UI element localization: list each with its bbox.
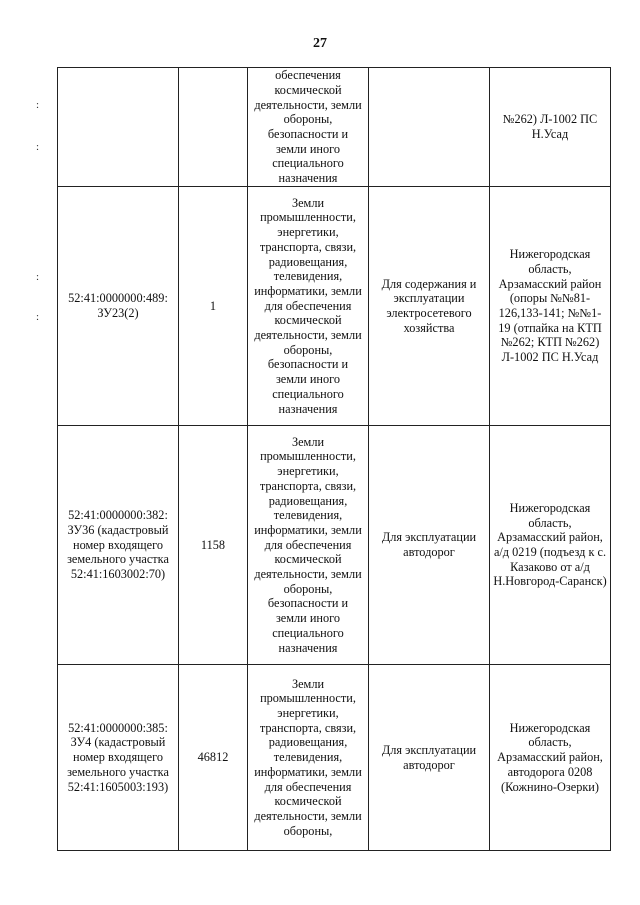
area-cell: [179, 68, 248, 187]
land-category-cell: Земли промышленности, энергетики, транспорта, связи, радиовещания, телевидения, информатики, земли для обеспечения космической деятельности, земли обороны,: [248, 665, 369, 851]
land-category-cell: обеспечения космической деятельности, земли обороны, безопасности и земли иного специального назначения: [248, 68, 369, 187]
land-category-cell: Земли промышленности, энергетики, транспорта, связи, радиовещания, телевидения, информатики, земли для обеспечения космической деятельности, земли обороны, безопасности и земли иного специального назначения: [248, 426, 369, 665]
margin-mark: :: [36, 311, 40, 323]
cadastral-number-cell: 52:41:0000000:489: ЗУ23(2): [58, 187, 179, 426]
location-cell: №262) Л-1002 ПС Н.Усад: [490, 68, 611, 187]
area-cell: 1158: [179, 426, 248, 665]
table-row: [58, 187, 611, 426]
permitted-use-cell: Для эксплуатации автодорог: [369, 426, 490, 665]
cadastral-number-cell: [58, 68, 179, 187]
permitted-use-cell: Для содержания и эксплуатации электросетевого хозяйства: [369, 187, 490, 426]
land-category-cell: Земли промышленности, энергетики, транспорта, связи, радиовещания, телевидения, информатики, земли для обеспечения космической деятельности, земли обороны, безопасности и земли иного специального назначения: [248, 187, 369, 426]
table-row: [58, 665, 611, 851]
land-plots-table: [57, 67, 611, 851]
page-number: 27: [313, 36, 327, 51]
table-row: [58, 68, 611, 187]
location-cell: Нижегородская область, Арзамасский район (опоры №№81-126,133-141; №№1-19 (отпайка на КТП №262; КТП №262) Л-1002 ПС Н.Усад: [490, 187, 611, 426]
margin-mark: :: [36, 141, 40, 153]
permitted-use-cell: [369, 68, 490, 187]
area-cell: 46812: [179, 665, 248, 851]
cadastral-number-cell: 52:41:0000000:382: ЗУ36 (кадастровый номер входящего земельного участка 52:41:1603002:70): [58, 426, 179, 665]
location-cell: Нижегородская область, Арзамасский район, а/д 0219 (подъезд к с. Казаково от а/д Н.Новгород-Саранск): [490, 426, 611, 665]
permitted-use-cell: Для эксплуатации автодорог: [369, 665, 490, 851]
location-cell: Нижегородская область, Арзамасский район, автодорога 0208 (Кожнино-Озерки): [490, 665, 611, 851]
area-cell: 1: [179, 187, 248, 426]
cadastral-number-cell: 52:41:0000000:385: ЗУ4 (кадастровый номер входящего земельного участка 52:41:1605003:193): [58, 665, 179, 851]
margin-mark: :: [36, 99, 40, 111]
margin-mark: :: [36, 271, 40, 283]
table-row: [58, 426, 611, 665]
